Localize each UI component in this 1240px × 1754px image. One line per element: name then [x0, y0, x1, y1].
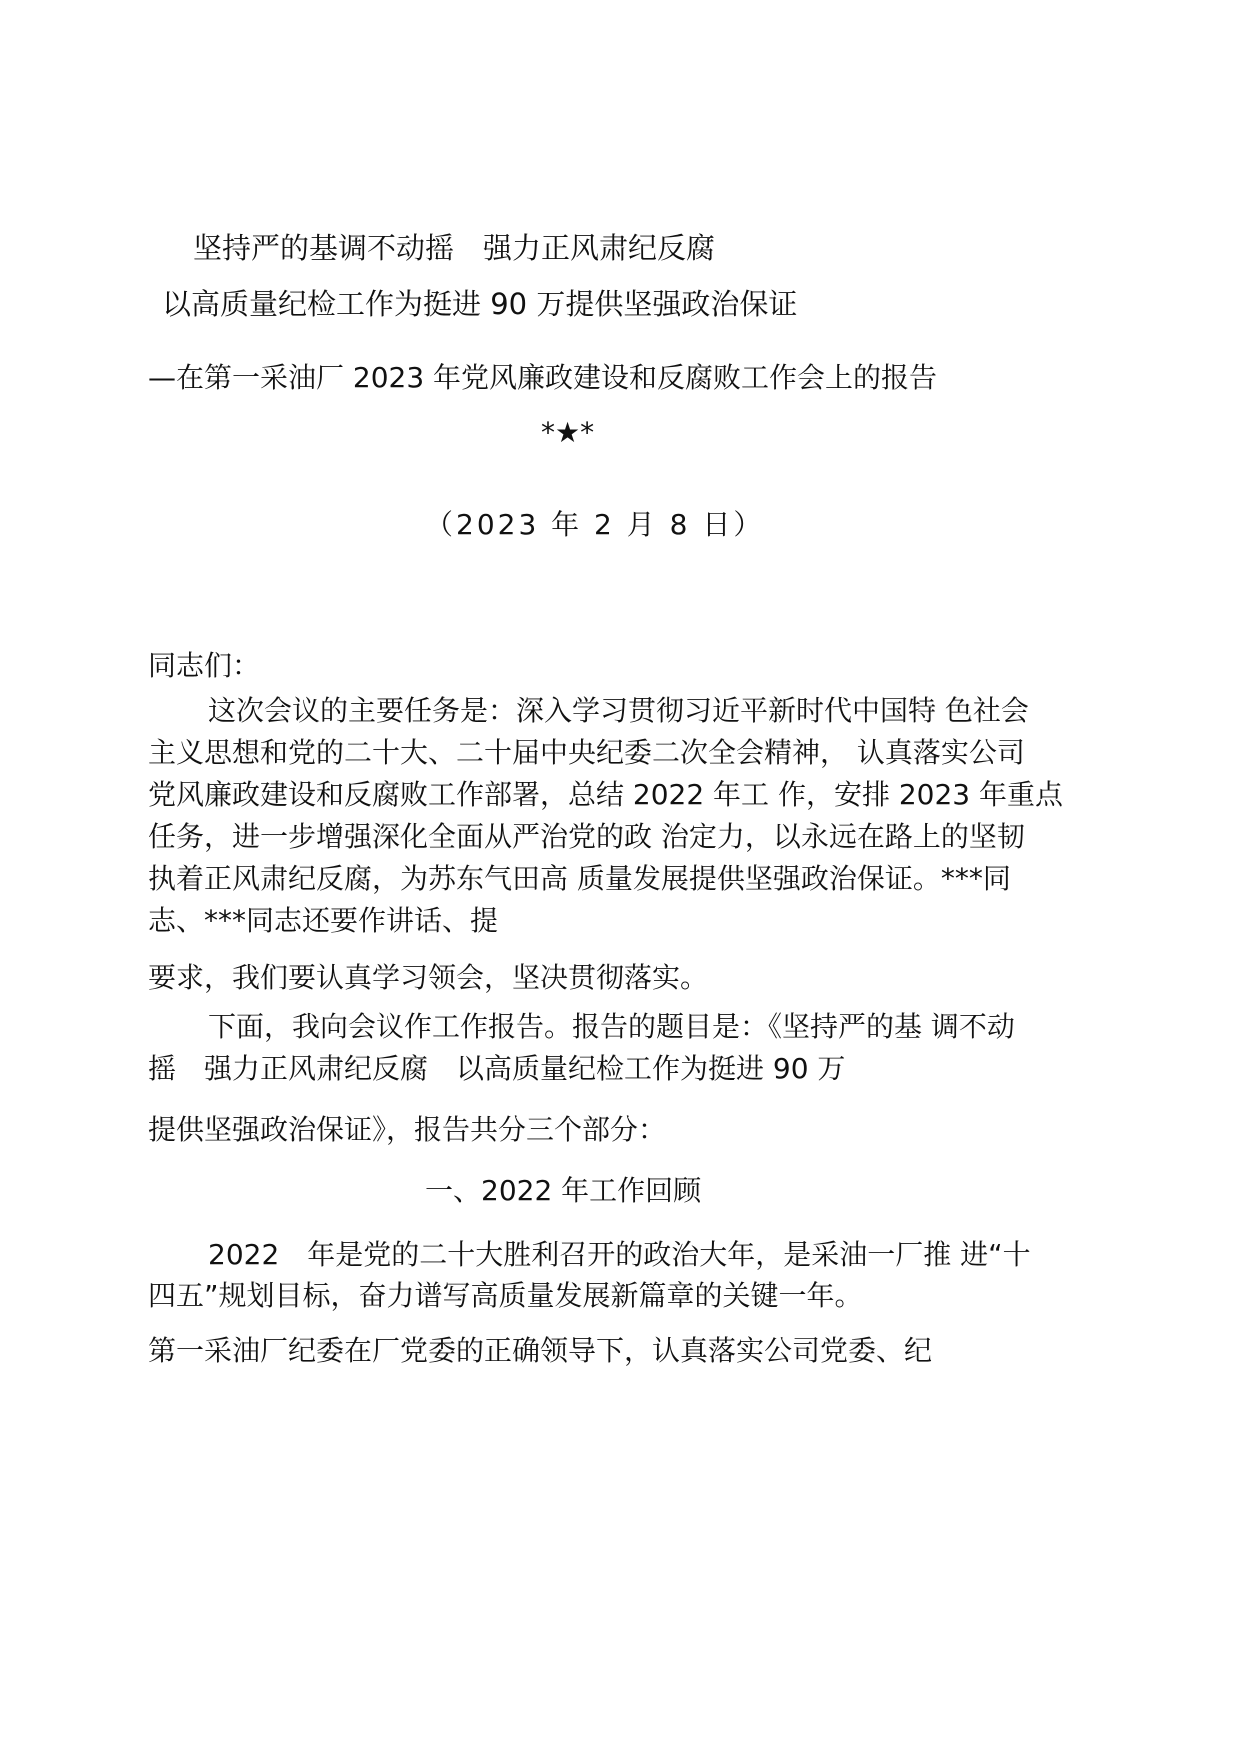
body-line: 提供坚强政治保证》，报告共分三个部分：	[148, 1113, 667, 1146]
document-title-line-2: 以高质量纪检工作为挺进 90 万提供坚强政治保证	[162, 287, 798, 321]
body-line: 这次会议的主要任务是：深入学习贯彻习近平新时代中国特 色社会	[208, 694, 1029, 727]
body-line: 党风廉政建设和反腐败工作部署，总结 2022 年工 作，安排 2023 年重点	[148, 778, 1064, 811]
body-line: 志、***同志还要作讲话、提	[148, 904, 499, 937]
body-line: 下面，我向会议作工作报告。报告的题目是：《坚持严的基 调不动	[208, 1010, 1015, 1043]
section-heading: 一、2022 年工作回顾	[425, 1174, 702, 1207]
salutation: 同志们：	[148, 649, 261, 682]
report-date: （2023 年 2 月 8 日）	[425, 508, 765, 541]
body-line: 四五”规划目标，奋力谱写高质量发展新篇章的关键一年。	[148, 1279, 863, 1312]
body-line: 摇 强力正风肃纪反腐 以高质量纪检工作为挺进 90 万	[148, 1052, 846, 1085]
author-mark: *★*	[541, 416, 595, 449]
body-line: 2022 年是党的二十大胜利召开的政治大年，是采油一厂推 进“十	[208, 1238, 1031, 1271]
body-line: 要求，我们要认真学习领会，坚决贯彻落实。	[148, 961, 709, 994]
document-title-line-1: 坚持严的基调不动摇 强力正风肃纪反腐	[193, 231, 716, 265]
body-line: 第一采油厂纪委在厂党委的正确领导下，认真落实公司党委、纪	[148, 1334, 933, 1367]
body-line: 任务，进一步增强深化全面从严治党的政 治定力，以永远在路上的坚韧	[148, 820, 1025, 853]
body-line: 执着正风肃纪反腐，为苏东气田高 质量发展提供坚强政治保证。***同	[148, 862, 1011, 895]
body-line: 主义思想和党的二十大、二十届中央纪委二次全会精神， 认真落实公司	[148, 736, 1025, 769]
document-subtitle: —在第一采油厂 2023 年党风廉政建设和反腐败工作会上的报告	[148, 361, 938, 394]
